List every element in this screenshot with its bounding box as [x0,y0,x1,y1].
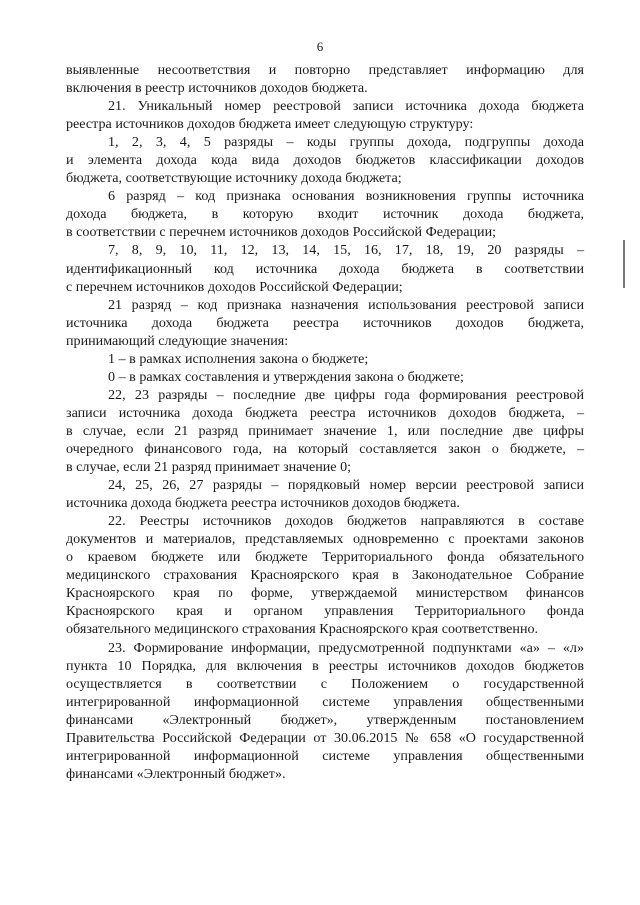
text-line: в случае, если 21 разряд принимает значение 1, или последние две цифры [66,422,584,439]
text-line: идентификационный код источника дохода бюджета в соответствии [66,260,584,277]
text-line: очередного финансового года, на который составляется закон о бюджете, – [66,440,584,457]
text-line: пункта 10 Порядка, для включения в реестры источников доходов бюджетов [66,657,584,674]
text-line: записи источника дохода бюджета реестра источников доходов бюджета, – [66,404,584,421]
text-line: Правительства Российской Федерации от 30.06.2015 № 658 «О государственной [66,729,584,746]
text-line: 24, 25, 26, 27 разряды – порядковый номер версии реестровой записи [108,477,584,494]
text-line: бюджета, соответствующие источнику дохода бюджета; [66,170,402,187]
text-line: 0 – в рамках составления и утверждения закона о бюджете; [108,368,464,385]
text-line: 1 – в рамках исполнения закона о бюджете; [108,350,369,367]
text-line: в случае, если 21 разряд принимает значение 0; [66,459,352,476]
text-line: источника дохода бюджета реестра источников доходов бюджета, [66,314,584,331]
text-line: осуществляется в соответствии с Положением о государственной [66,675,584,692]
text-line: 21. Уникальный номер реестровой записи источника дохода бюджета [108,98,584,115]
text-line: реестра источников доходов бюджета имеет следующую структуру: [66,116,474,133]
text-line: интегрированной информационной системе управления общественными [66,693,584,710]
text-line: о краевом бюджете или бюджете Территориального фонда обязательного [66,549,584,566]
scan-margin-mark [623,240,625,288]
text-line: 7, 8, 9, 10, 11, 12, 13, 14, 15, 16, 17, 18, 19, 20 разряды – [108,242,584,259]
text-line: финансами «Электронный бюджет», утвержденным постановлением [66,711,584,728]
text-line: источника дохода бюджета реестра источников доходов бюджета. [66,495,460,512]
text-line: включения в реестр источников доходов бюджета. [66,80,368,97]
text-line: выявленные несоответствия и повторно представляет информацию для [66,62,584,78]
text-line: дохода бюджета, в которую входит источник дохода бюджета, [66,206,584,223]
text-line: и элемента дохода кода вида доходов бюджетов классификации доходов [66,152,584,169]
text-line: 22. Реестры источников доходов бюджетов направляются в составе [108,513,584,530]
text-line: 21 разряд – код признака назначения использования реестровой записи [108,296,584,313]
page-number: 6 [316,39,324,54]
text-line: Красноярского края по форме, утверждаемой министерством финансов [66,585,584,602]
text-line: обязательного медицинского страхования Красноярского края соответственно. [66,621,539,638]
document-body [66,61,584,783]
text-line: интегрированной информационной системе управления общественными [66,747,584,764]
text-line: 23. Формирование информации, предусмотренной подпунктами «а» – «л» [108,639,584,656]
text-line: 6 разряд – код признака основания возникновения группы источника [108,188,584,205]
text-line: принимающий следующие значения: [66,332,289,349]
text-line: документов и материалов, представляемых одновременно с проектами законов [66,531,584,548]
text-line: с перечнем источников доходов Российской Федерации; [66,278,403,295]
text-line: 1, 2, 3, 4, 5 разряды – коды группы дохода, подгруппы дохода [108,134,584,151]
text-line: Красноярского края и органом управления Территориального фонда [66,603,584,620]
text-line: финансами «Электронный бюджет». [66,765,286,782]
text-line: 22, 23 разряды – последние две цифры года формирования реестровой [108,386,584,403]
text-line: медицинского страхования Красноярского края в Законодательное Собрание [66,567,584,584]
text-line: в соответствии с перечнем источников доходов Российской Федерации; [66,224,497,241]
